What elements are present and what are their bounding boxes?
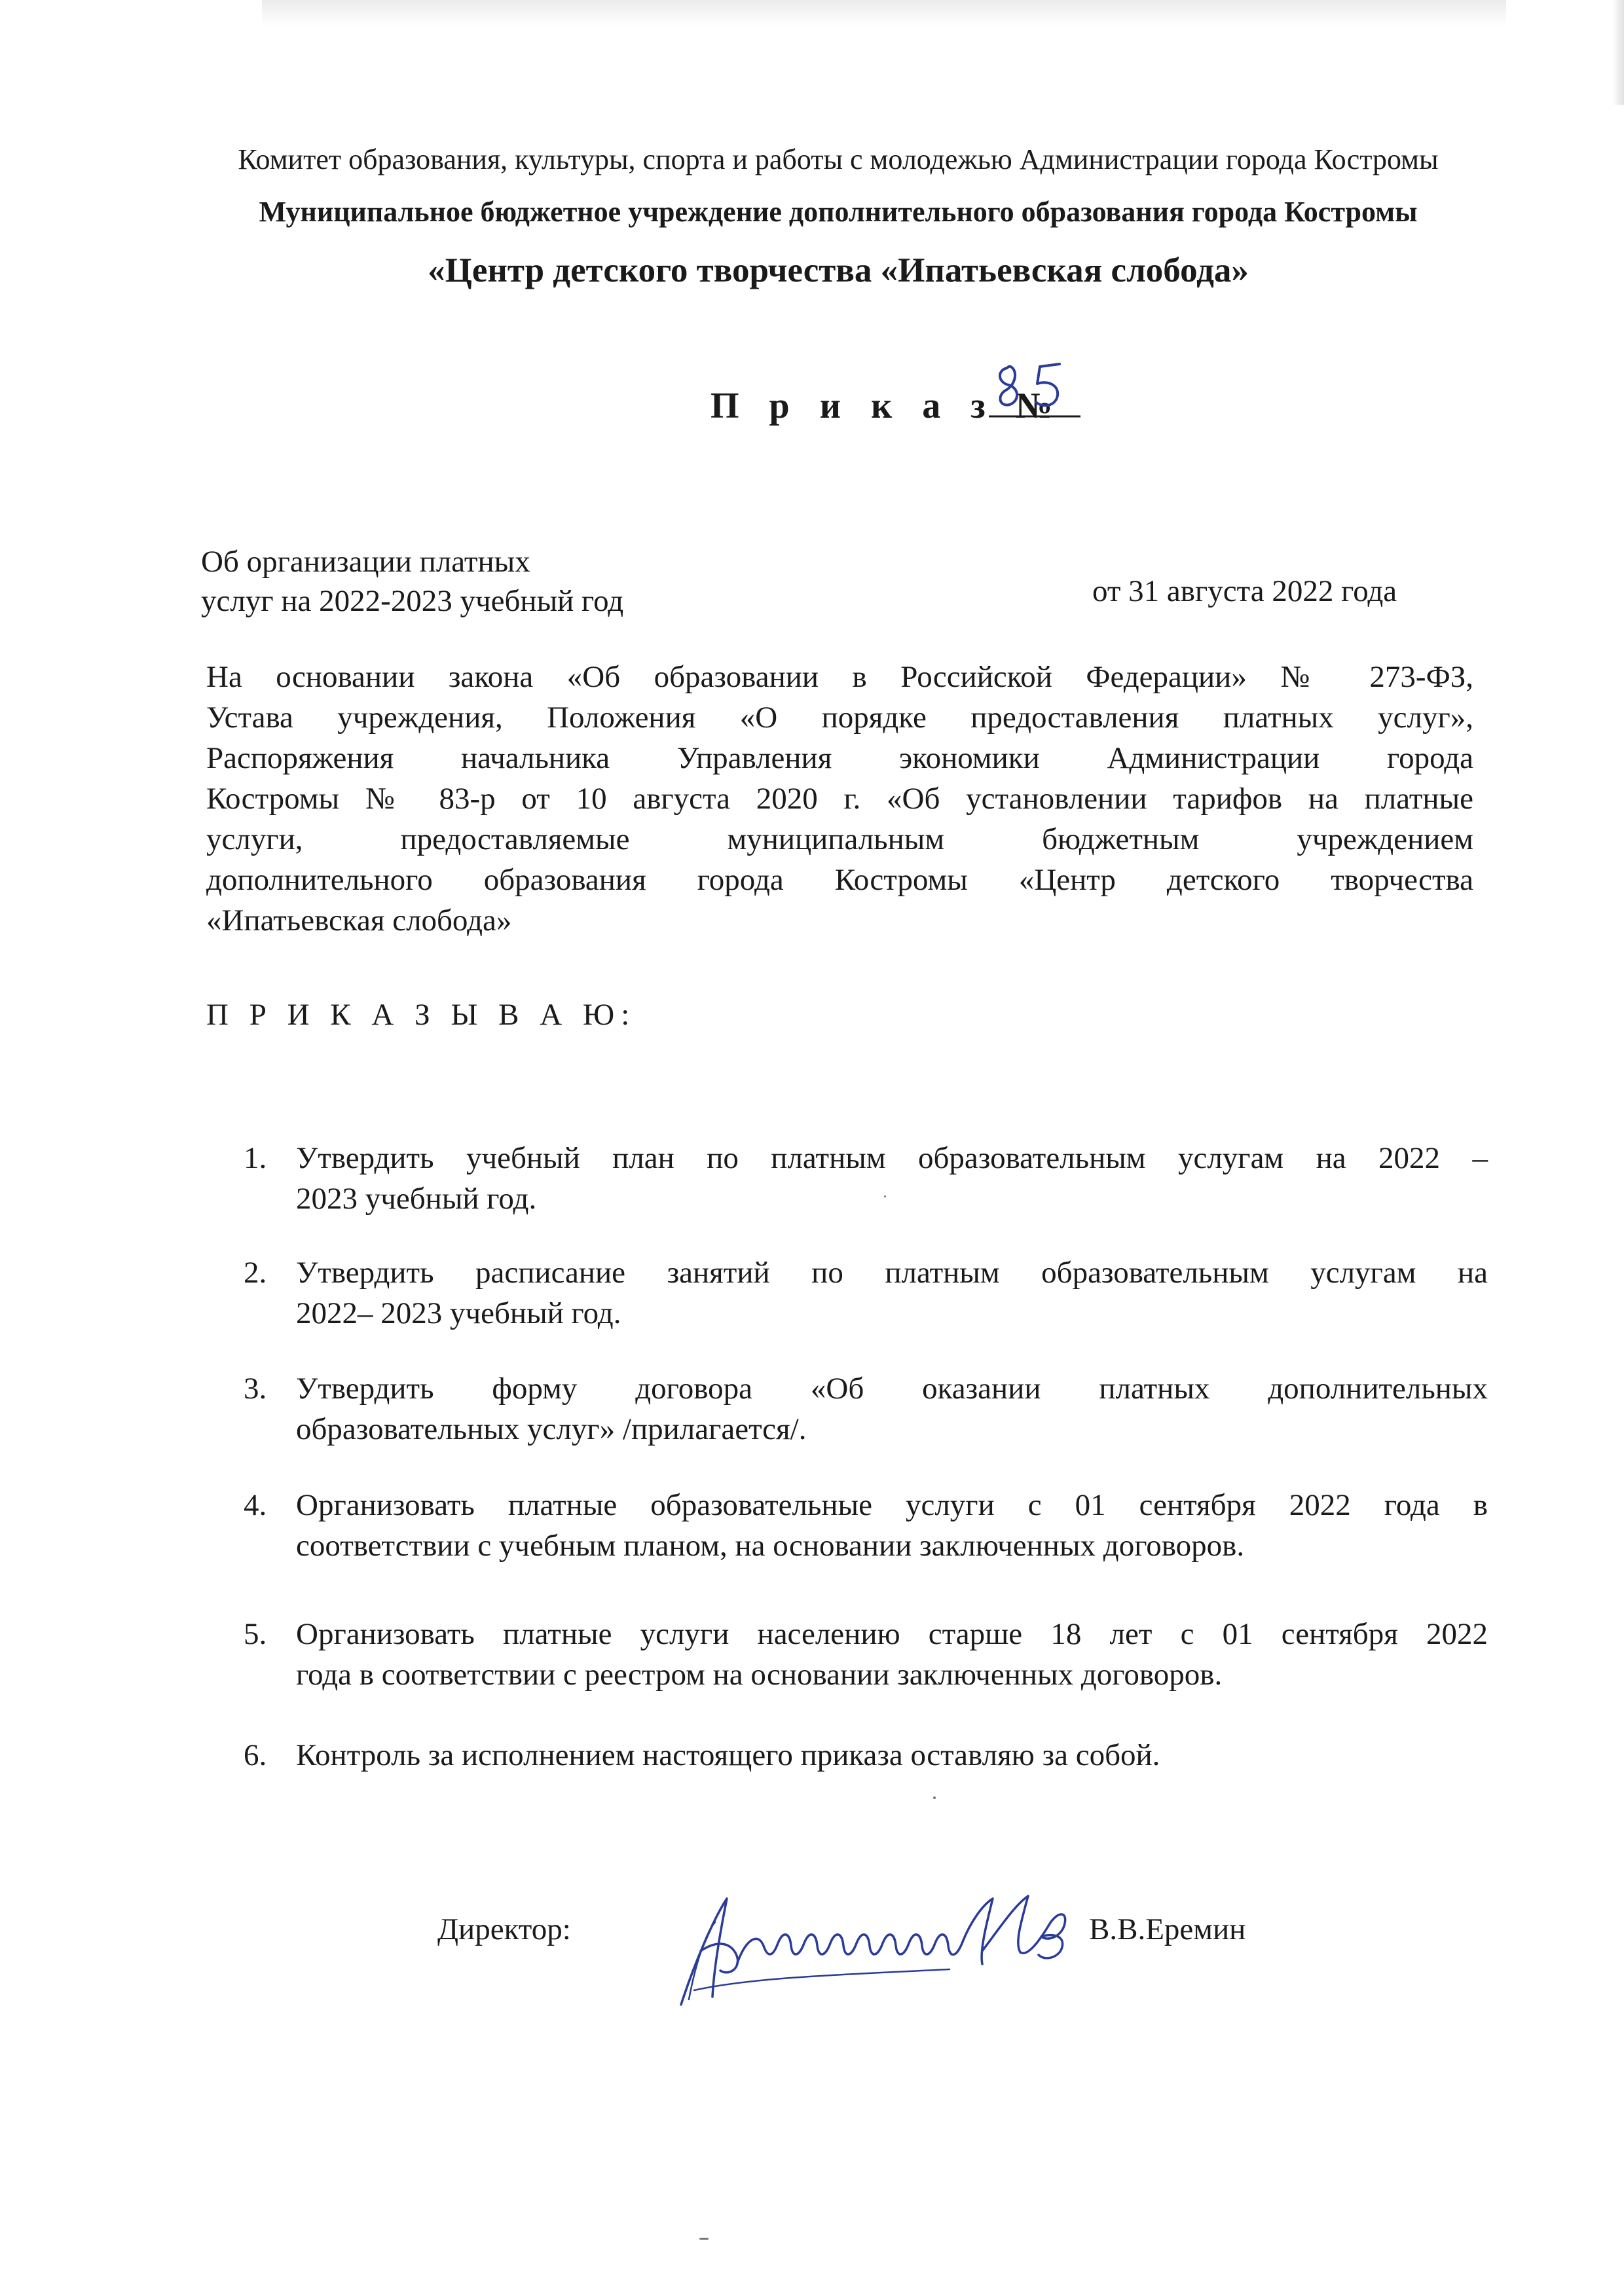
director-name: В.В.Еремин <box>1089 1912 1246 1946</box>
list-item-number: 5. <box>244 1617 267 1651</box>
list-item-text: года в соответствии с реестром на основании заключенных договоров. <box>296 1658 1223 1692</box>
list-item-number: 1. <box>244 1141 267 1175</box>
preamble-line: услуги, предоставляемые муниципальным бюджетным учреждением <box>206 822 1473 856</box>
list-item-text: Утвердить расписание занятий по платным образовательным услугам на <box>296 1256 1488 1290</box>
committee-header: Комитет образования, культуры, спорта и работы с молодежью Администрации города Костромы <box>238 143 1439 175</box>
subject-line-2: услуг на 2022-2023 учебный год <box>201 584 624 618</box>
scan-shadow-right <box>1612 0 1624 105</box>
scan-shadow-top <box>262 0 1506 26</box>
preamble-line: Распоряжения начальника Управления экономики Администрации города <box>206 741 1473 775</box>
director-label: Директор: <box>437 1912 571 1946</box>
subject-line-1: Об организации платных <box>201 545 530 579</box>
order-date: от 31 августа 2022 года <box>1092 574 1397 608</box>
list-item-text: 2022– 2023 учебный год. <box>296 1296 621 1330</box>
order-number-handwritten <box>989 354 1080 426</box>
preamble-line: дополнительного образования города Костромы «Центр детского творчества <box>206 863 1473 897</box>
order-directive: П Р И К А З Ы В А Ю: <box>206 998 637 1032</box>
list-item-number: 6. <box>244 1738 267 1772</box>
center-header: «Центр детского творчества «Ипатьевская слобода» <box>428 251 1249 289</box>
list-item-text: образовательных услуг» /прилагается/. <box>296 1412 807 1446</box>
list-item-text: Организовать платные образовательные услуги с 01 сентября 2022 года в <box>296 1488 1488 1522</box>
list-item-text: соответствии с учебным планом, на основании заключенных договоров. <box>296 1529 1245 1563</box>
list-item-text: 2023 учебный год. <box>296 1182 537 1216</box>
list-item-number: 4. <box>244 1488 267 1522</box>
list-item-number: 2. <box>244 1256 267 1290</box>
list-item-text: Контроль за исполнением настоящего приказа оставляю за собой. <box>296 1738 1160 1772</box>
order-subject <box>201 542 623 621</box>
preamble-line: Костромы № 83-р от 10 августа 2020 г. «Об установлении тарифов на платные <box>206 782 1473 816</box>
preamble-line: На основании закона «Об образовании в Российской Федерации» № 273-ФЗ, <box>206 660 1473 694</box>
list-item-text: Утвердить учебный план по платным образовательным услугам на 2022 – <box>296 1141 1488 1175</box>
signature-image <box>674 1859 1094 2016</box>
scan-speck <box>699 2238 709 2240</box>
scan-speck <box>884 1195 886 1197</box>
preamble-line: «Ипатьевская слобода» <box>206 903 512 938</box>
list-item-text: Утвердить форму договора «Об оказании платных дополнительных <box>296 1372 1488 1406</box>
list-item-number: 3. <box>244 1372 267 1406</box>
list-item-text: Организовать платные услуги населению старше 18 лет с 01 сентября 2022 <box>296 1617 1488 1651</box>
order-title: П р и к а з № <box>710 386 1063 426</box>
institution-header: Муниципальное бюджетное учреждение дополнительного образования города Костромы <box>259 196 1418 228</box>
preamble-line: Устава учреждения, Положения «О порядке предоставления платных услуг», <box>206 701 1473 735</box>
scan-speck <box>933 1796 936 1799</box>
preamble-paragraph <box>206 657 1473 941</box>
